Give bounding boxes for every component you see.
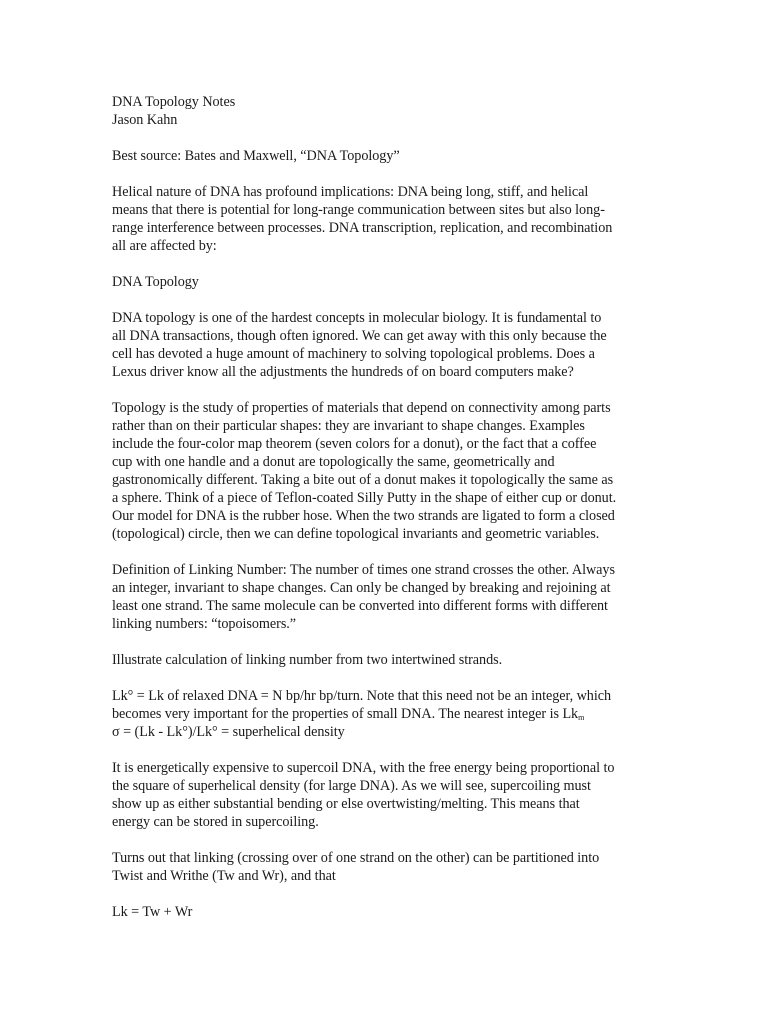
text-line [112, 705, 660, 723]
text-line: cell has devoted a huge amount of machinery to solving topological problems. Does a [112, 346, 595, 362]
text-line: all are affected by: [112, 238, 217, 254]
text-line: energy can be stored in supercoiling. [112, 814, 319, 830]
text-line: Definition of Linking Number: The number of times one strand crosses the other. Always [112, 562, 615, 578]
text-line: Twist and Writhe (Tw and Wr), and that [112, 868, 336, 884]
sigma-equation: σ = (Lk - Lk°)/Lk° = superhelical density [112, 724, 345, 740]
linking-definition-paragraph [112, 561, 660, 633]
text-line: Helical nature of DNA has profound implications: DNA being long, stiff, and helical [112, 184, 589, 200]
heading-dna-topology: DNA Topology [112, 274, 199, 290]
topology-hard-paragraph [112, 309, 660, 381]
text-line: range interference between processes. DNA transcription, replication, and recombination [112, 220, 613, 236]
text-line: all DNA transactions, though often ignored. We can get away with this only because the [112, 328, 607, 344]
text-line: include the four-color map theorem (seven colors for a donut), or the fact that a coffee [112, 436, 597, 452]
text-line: Illustrate calculation of linking number from two intertwined strands. [112, 652, 503, 668]
text-line: linking numbers: “topoisomers.” [112, 616, 297, 632]
text-line: means that there is potential for long-range communication between sites but also long- [112, 202, 605, 218]
text-line: a sphere. Think of a piece of Teflon-coated Silly Putty in the shape of either cup or donut. [112, 490, 617, 506]
text-line: (topological) circle, then we can define topological invariants and geometric variables. [112, 526, 600, 542]
lk-subscript: m [578, 713, 585, 722]
text-line: least one strand. The same molecule can be converted into different forms with different [112, 598, 608, 614]
text-line: rather than on their particular shapes: they are invariant to shape changes. Examples [112, 418, 585, 434]
text-line: Lk° = Lk of relaxed DNA = N bp/hr bp/turn. Note that this need not be an integer, which [112, 688, 612, 704]
energy-paragraph [112, 759, 660, 831]
text-line: It is energetically expensive to supercoil DNA, with the free energy being proportional to [112, 760, 615, 776]
document-page [112, 93, 660, 939]
partition-paragraph [112, 849, 660, 885]
document-title: DNA Topology Notes [112, 94, 236, 110]
text-line: show up as either substantial bending or else overtwisting/melting. This means that [112, 796, 580, 812]
text-line: an integer, invariant to shape changes. Can only be changed by breaking and rejoining at [112, 580, 611, 596]
text-line: cup with one handle and a donut are topologically the same, geometrically and [112, 454, 555, 470]
title-block [112, 93, 660, 129]
source-line: Best source: Bates and Maxwell, “DNA Topology” [112, 148, 400, 164]
text-line: DNA topology is one of the hardest concepts in molecular biology. It is fundamental to [112, 310, 602, 326]
text-line: the square of superhelical density (for large DNA). As we will see, supercoiling must [112, 778, 591, 794]
lk-tw-wr-equation: Lk = Tw + Wr [112, 904, 193, 920]
illustrate-paragraph [112, 651, 660, 669]
document-author: Jason Kahn [112, 112, 178, 128]
equation-paragraph [112, 903, 660, 921]
lk-nearest-integer-text: becomes very important for the properties of small DNA. The nearest integer is Lk [112, 706, 579, 722]
source-paragraph [112, 147, 660, 165]
intro-paragraph [112, 183, 660, 255]
section-heading [112, 273, 660, 291]
lk-definition-paragraph [112, 687, 660, 741]
topology-study-paragraph [112, 399, 660, 543]
text-line: gastronomically different. Taking a bite out of a donut makes it topologically the same as [112, 472, 614, 488]
text-line: Lexus driver know all the adjustments the hundreds of on board computers make? [112, 364, 574, 380]
text-line: Turns out that linking (crossing over of one strand on the other) can be partitioned into [112, 850, 600, 866]
text-line: Topology is the study of properties of materials that depend on connectivity among parts [112, 400, 611, 416]
text-line: Our model for DNA is the rubber hose. When the two strands are ligated to form a closed [112, 508, 615, 524]
